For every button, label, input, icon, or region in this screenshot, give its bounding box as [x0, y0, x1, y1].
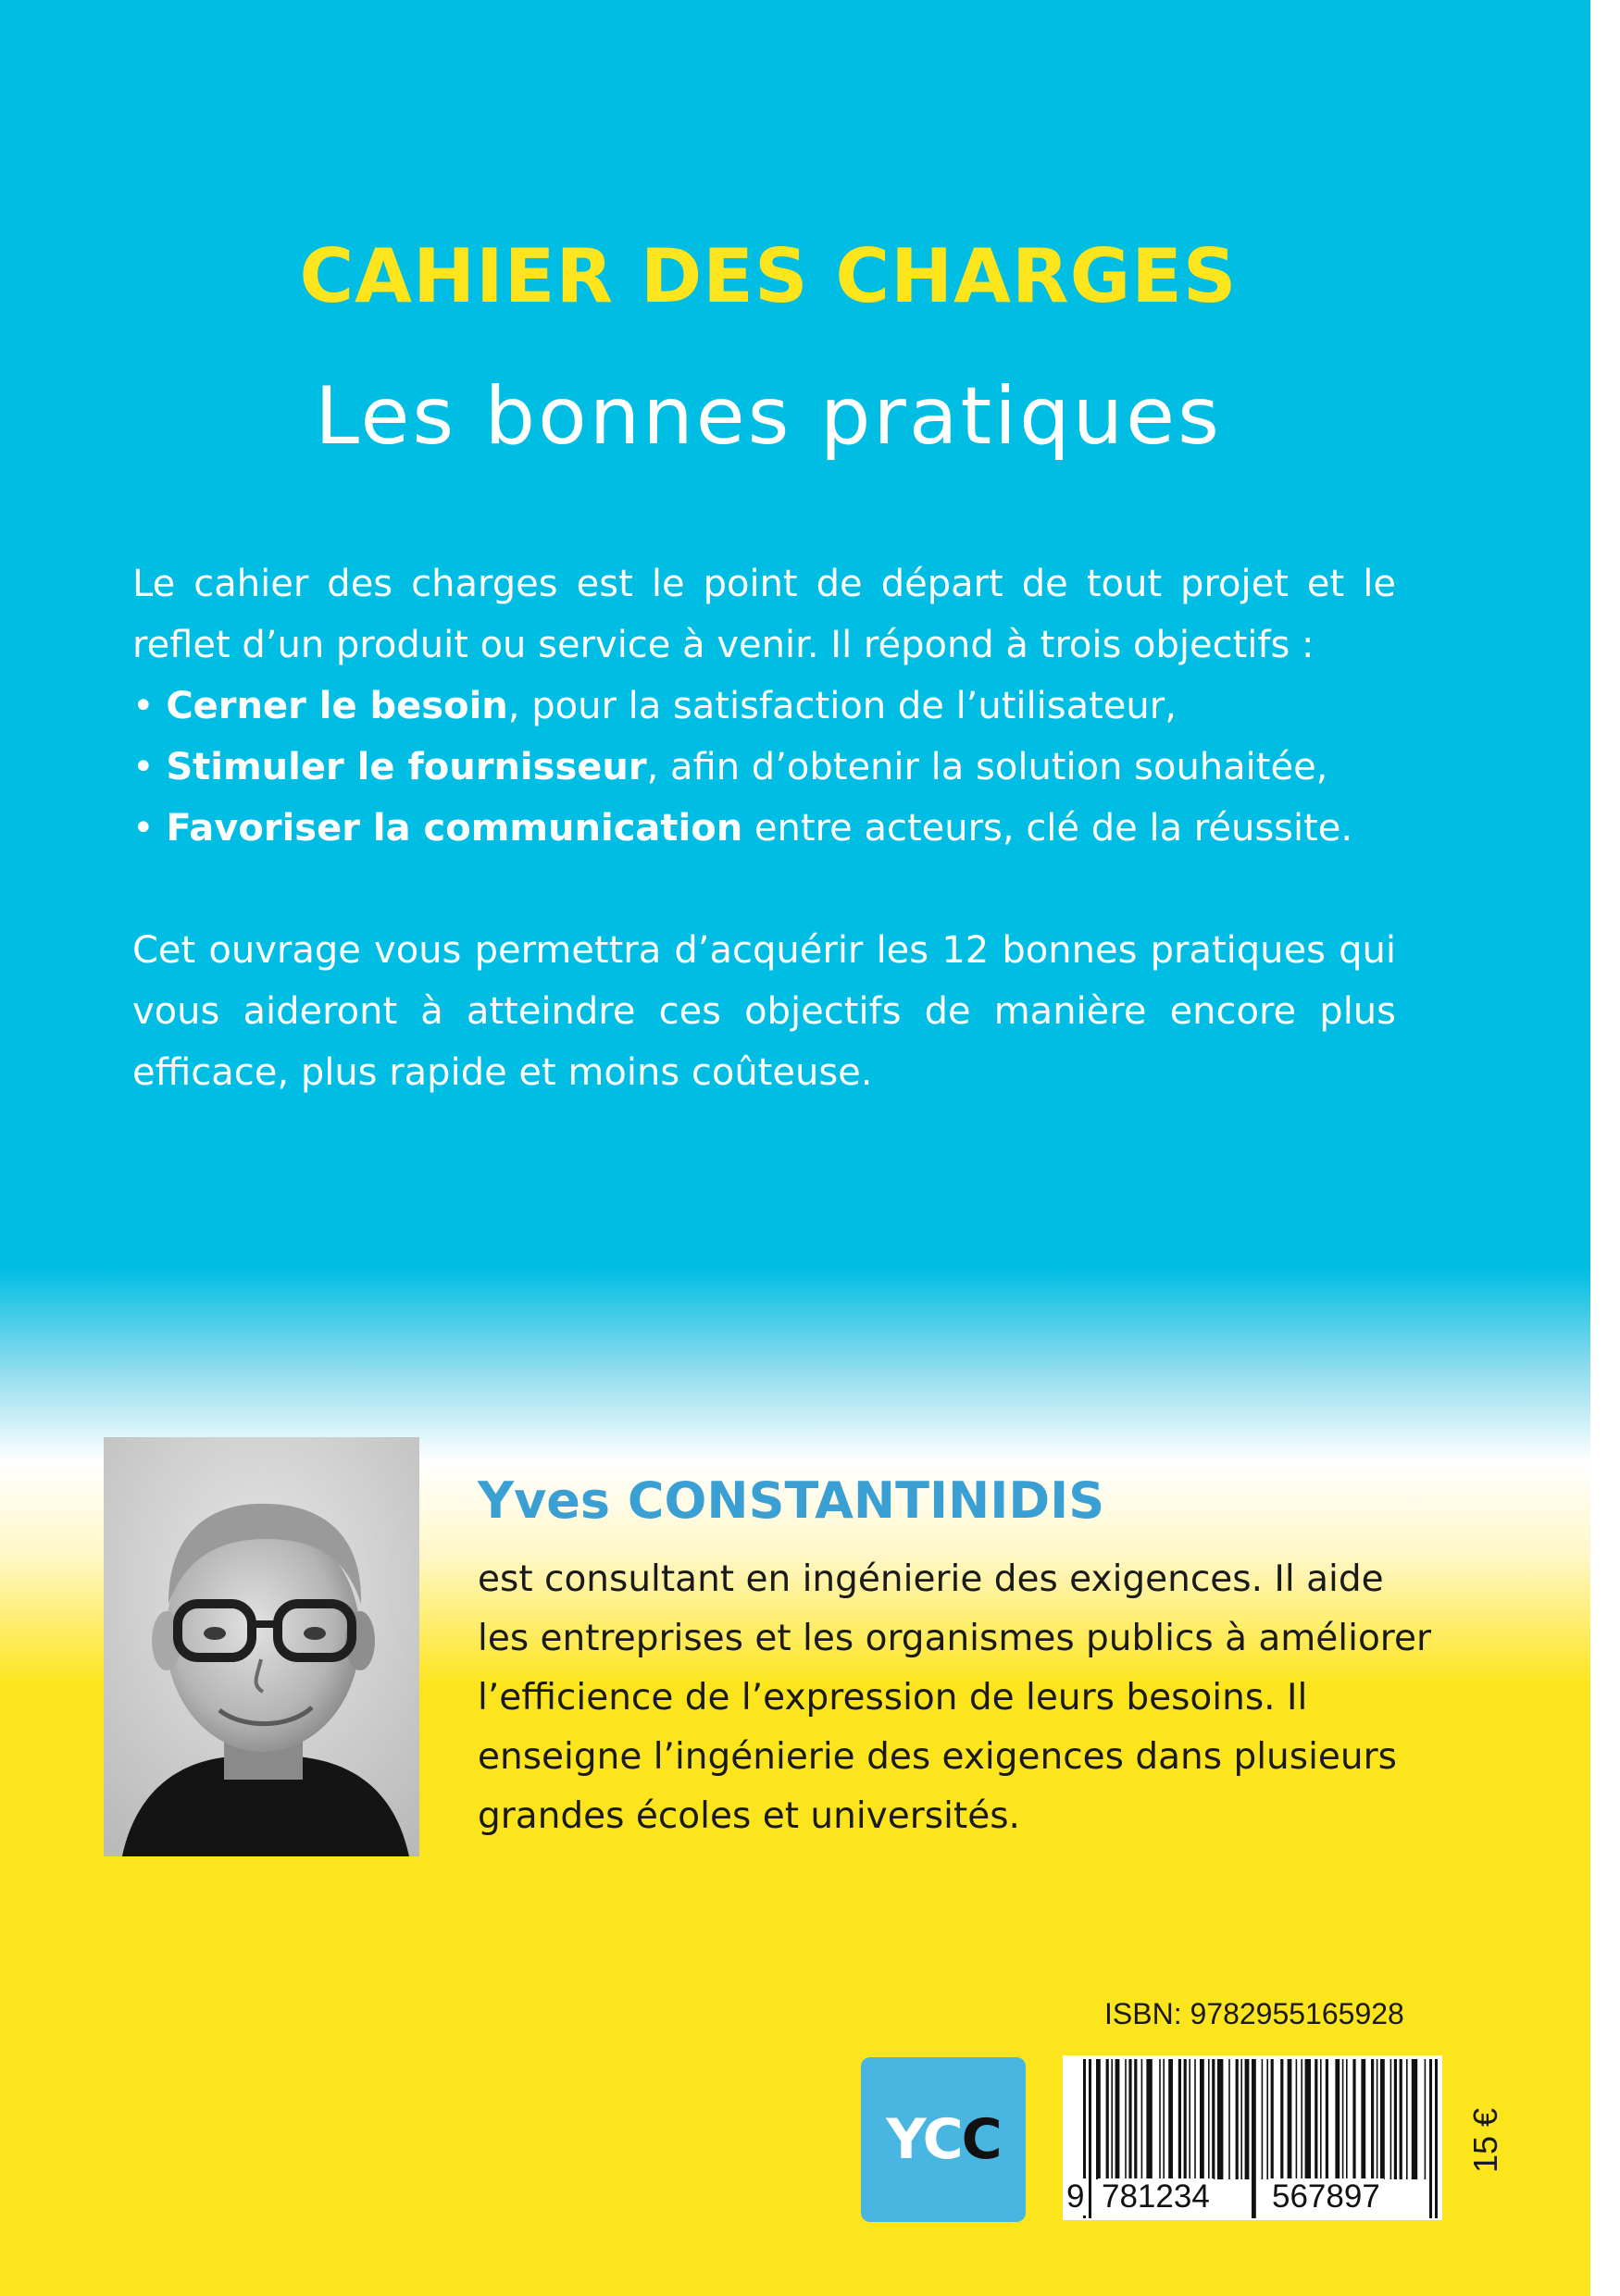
barcode-bar — [1352, 2059, 1355, 2179]
barcode-bar — [1125, 2059, 1127, 2179]
barcode-digits — [1063, 2178, 1442, 2219]
publisher-logo — [861, 2057, 1026, 2222]
barcode-bar — [1189, 2059, 1190, 2179]
barcode-bar — [1146, 2059, 1152, 2179]
barcode-bar — [1335, 2059, 1340, 2179]
bullet-marker: • — [132, 807, 167, 850]
blurb-lead: Le cahier des charges est le point de départ de tout projet et le reflet d’un produit ou service à venir. Il répond à trois objectifs : — [132, 563, 1396, 666]
barcode-bar — [1240, 2059, 1242, 2179]
barcode-bar — [1406, 2059, 1408, 2179]
objective-item — [132, 798, 1396, 859]
objective-text: entre acteurs, clé de la réussite. — [742, 807, 1353, 850]
barcode-bar — [1178, 2059, 1181, 2179]
barcode-bar — [1361, 2059, 1365, 2179]
author-name: Yves CONSTANTINIDIS — [478, 1471, 1105, 1530]
barcode-bar — [1134, 2059, 1137, 2179]
price-label: 15 € — [1466, 2107, 1504, 2174]
barcode-digit-lead: 9 — [1063, 2178, 1088, 2215]
objective-item — [132, 676, 1396, 737]
barcode-bar — [1371, 2059, 1374, 2179]
objective-text: , afin d’obtenir la solution souhaitée, — [646, 746, 1328, 788]
objective-text: , pour la satisfaction de l’utilisateur, — [507, 685, 1177, 727]
publisher-logo-text — [886, 2107, 1000, 2172]
bullet-marker: • — [132, 685, 167, 727]
barcode-bar — [1208, 2059, 1210, 2179]
barcode-bar — [1412, 2059, 1417, 2179]
objective-item — [132, 737, 1396, 798]
barcode-bar — [1400, 2059, 1402, 2179]
barcode-bar — [1106, 2059, 1109, 2179]
objective-keyword: Stimuler le fournisseur — [166, 746, 647, 788]
barcode-bar — [1212, 2059, 1215, 2179]
barcode-bar — [1163, 2059, 1165, 2179]
logo-letter-accent: C — [961, 2107, 1001, 2172]
barcode-bar — [1305, 2059, 1311, 2179]
objective-keyword: Cerner le besoin — [166, 685, 508, 727]
barcode-bar — [1262, 2059, 1264, 2179]
objective-keyword: Favoriser la communication — [166, 807, 743, 850]
barcode-bar — [1128, 2059, 1131, 2179]
barcode-digits-left: 781234 — [1098, 2178, 1214, 2215]
barcode-bar — [1394, 2059, 1397, 2179]
author-photo — [104, 1437, 419, 1856]
barcode-bar — [1296, 2059, 1298, 2179]
barcode-bar — [1245, 2059, 1250, 2179]
barcode-bar — [1266, 2059, 1268, 2179]
blurb — [132, 553, 1396, 1103]
barcode-bar — [1236, 2059, 1239, 2179]
barcode-bar — [1217, 2059, 1223, 2179]
barcode-bar — [1200, 2059, 1204, 2179]
blurb-closing: Cet ouvrage vous permettra d’acquérir les 12 bonnes pratiques qui vous aideront à atteindre ces objectifs de manière encore plus efficace, plus rapide et moins coûteuse. — [132, 929, 1396, 1094]
logo-letters: YC — [886, 2107, 962, 2172]
isbn-label: ISBN: 9782955165928 — [1104, 1997, 1404, 2030]
barcode-bar — [1326, 2059, 1328, 2179]
objectives-list — [132, 676, 1396, 859]
barcode-bar — [1096, 2059, 1101, 2179]
author-bio: est consultant en ingénierie des exigences. Il aide les entreprises et les organismes publics à améliorer l’efficience de l’expression de leurs besoins. Il enseigne l’ingénierie des exigences dans plusieurs grandes écoles et universités. — [478, 1558, 1432, 1837]
barcode-bar — [1168, 2059, 1173, 2179]
barcode-bar — [1111, 2059, 1113, 2179]
barcode-bar — [1271, 2059, 1274, 2179]
barcode-bar — [1342, 2059, 1344, 2179]
barcode-bar — [1288, 2059, 1292, 2179]
barcode-bar — [1377, 2059, 1378, 2179]
barcode-digits-right: 567897 — [1268, 2178, 1384, 2215]
barcode-bar — [1390, 2059, 1392, 2179]
barcode-bar — [1159, 2059, 1161, 2179]
barcode-bar — [1380, 2059, 1385, 2179]
barcode-bar — [1115, 2059, 1120, 2179]
barcode-bar — [1194, 2059, 1196, 2179]
barcode-bar — [1301, 2059, 1302, 2179]
barcode-bar — [1280, 2059, 1283, 2179]
barcode-bar — [1228, 2059, 1230, 2179]
book-title: CAHIER DES CHARGES — [299, 233, 1238, 319]
barcode-bar — [1425, 2059, 1427, 2179]
barcode-bar — [1141, 2059, 1143, 2179]
barcode-bar — [1320, 2059, 1322, 2179]
bullet-marker: • — [132, 746, 167, 788]
book-subtitle: Les bonnes pratiques — [315, 370, 1222, 463]
barcode-bar — [1184, 2059, 1187, 2179]
barcode-bar — [1315, 2059, 1317, 2179]
barcode-bar — [1346, 2059, 1348, 2179]
